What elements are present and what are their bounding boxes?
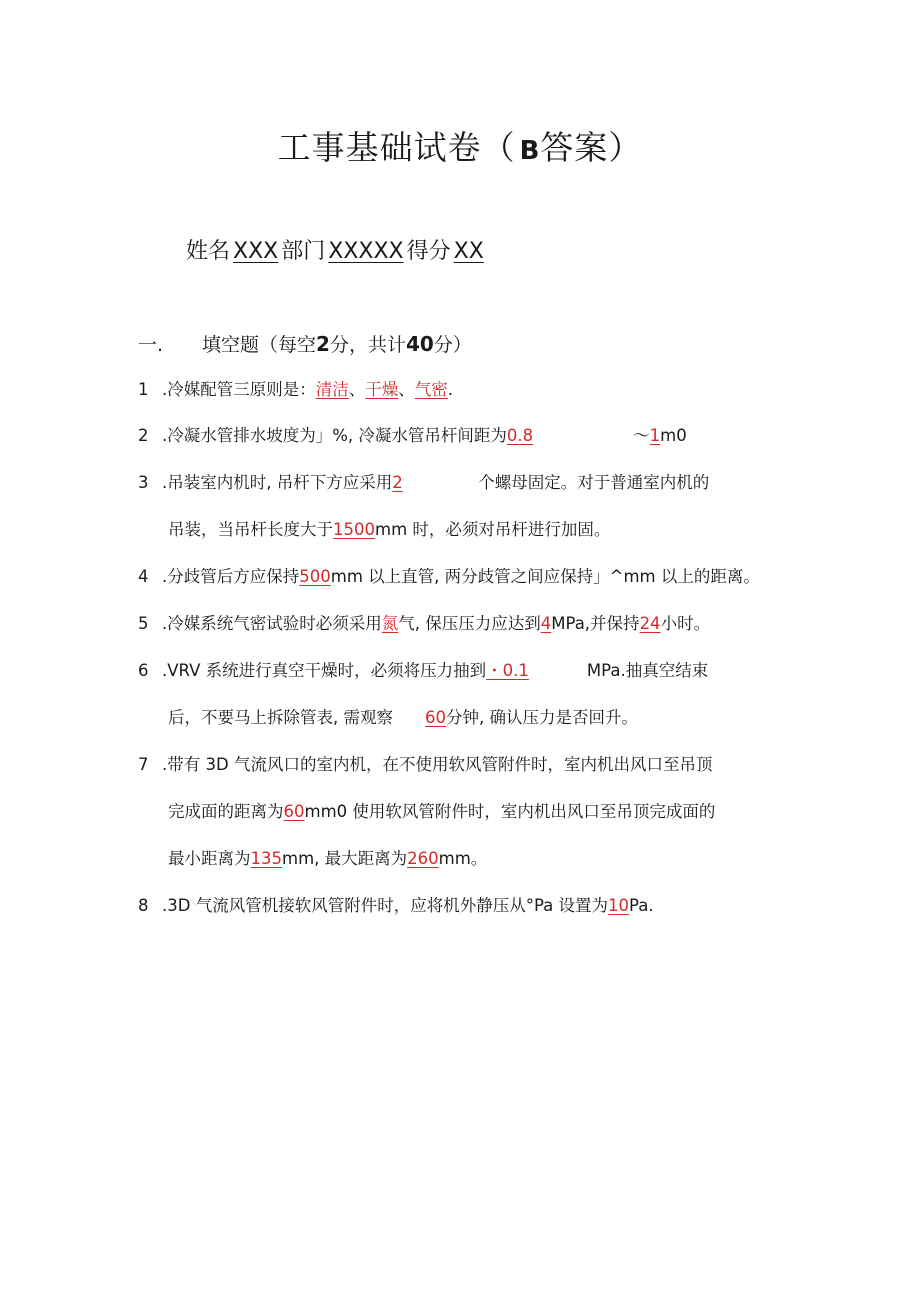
question-text: .冷媒系统气密试验时必须采用 [162,614,382,633]
question-text: .吊装室内机时, 吊杆下方应采用 [162,473,393,492]
answer: 氮 [381,614,399,633]
answer: 60 [425,708,446,727]
question-text: mm。 [438,849,488,868]
section-points: 2 [316,332,330,356]
question-text: 气, 保压压力应达到 [398,614,541,633]
answer: 4 [540,614,552,633]
answer: 500 [299,567,331,586]
section-heading [138,330,472,359]
question-text: . [447,380,453,399]
section-text-a: 填空题（每空 [202,334,317,356]
question-text: .3D 气流风管机接软风管附件时，应将机外静压从°Pa 设置为 [162,896,609,915]
title-main: 工事基础试卷（ [277,128,516,167]
name-value: XXX [233,239,279,264]
question-text: MPa,并保持 [551,614,640,633]
question-number: 5 [138,614,149,633]
answer: 0.8 [506,426,534,445]
answer: 260 [407,849,439,868]
question-text: 后，不要马上拆除管表, 需观察 [168,708,393,727]
question-text: 、 [398,380,415,399]
answer: 1500 [333,520,375,539]
answer: 24 [639,614,661,633]
question-number: 4 [138,567,149,586]
section-text-c: 分） [433,334,472,356]
question-text: 、 [348,380,366,399]
question-text: 分钟, 确认压力是否回升。 [446,708,638,727]
question-text: MPa.抽真空结束 [586,661,709,680]
question-text: ～ [633,426,650,445]
answer: 气密 [414,380,448,399]
title-b-letter: B [519,136,541,166]
answer: 1 [649,426,661,445]
question-number: 8 [138,896,149,915]
question-4 [138,565,760,589]
info-line [186,236,487,268]
dept-value: XXXXX [328,239,404,264]
question-text: 完成面的距离为 [168,802,284,821]
question-text: 最小距离为 [168,849,251,868]
question-text: mm 以上直管, 两分歧管之间应保持」^mm 以上的距离。 [330,567,760,586]
question-number: 2 [138,426,149,445]
question-7-line-2 [168,800,715,824]
title-tail: 答案） [540,128,643,167]
question-3-line-2 [168,518,610,542]
answer: 135 [250,849,282,868]
answer: 60 [283,802,305,821]
question-text: Pa. [629,896,654,915]
question-1 [138,378,453,402]
question-7 [138,753,712,777]
question-text: 吊装，当吊杆长度大于 [168,520,333,539]
score-value: XX [453,239,484,264]
section-total: 40 [405,332,434,356]
question-text: m0 [660,426,687,445]
answer: 干燥 [365,380,399,399]
section-number: 一. [138,334,164,356]
question-text: mm, 最大距离为 [282,849,408,868]
question-text: .冷凝水管排水坡度为」%, 冷凝水管吊杆间距为 [162,426,507,445]
question-text: 个螺母固定。对于普通室内机的 [478,473,710,492]
score-label: 得分 [406,239,451,264]
question-text: .冷媒配管三原则是： [162,380,316,399]
answer: 10 [608,896,630,915]
question-text: .VRV 系统进行真空干燥时，必须将压力抽到 [162,661,487,680]
question-number: 1 [138,380,149,399]
answer: 2 [392,473,403,492]
question-2 [138,424,687,448]
question-8 [138,894,654,918]
answer: 清洁 [315,380,349,399]
question-7-line-3 [168,847,487,871]
question-text: mm 时，必须对吊杆进行加固。 [375,520,611,539]
question-text: mm0 使用软风管附件时，室内机出风口至吊顶完成面的 [304,802,716,821]
question-text: .分歧管后方应保持 [162,567,300,586]
name-label: 姓名 [186,239,231,264]
question-number: 3 [138,473,149,492]
answer: ・0.1 [486,661,529,680]
question-text: 小时。 [660,614,711,633]
question-5 [138,612,710,636]
question-3 [138,471,709,495]
question-6 [138,659,708,683]
section-text-b: 分，共计 [329,334,406,356]
question-text: .带有 3D 气流风口的室内机，在不使用软风管附件时，室内机出风口至吊顶 [162,755,713,774]
question-number: 6 [138,661,149,680]
question-number: 7 [138,755,149,774]
page-title [0,128,920,168]
dept-label: 部门 [281,239,326,264]
question-6-line-2 [168,706,638,730]
